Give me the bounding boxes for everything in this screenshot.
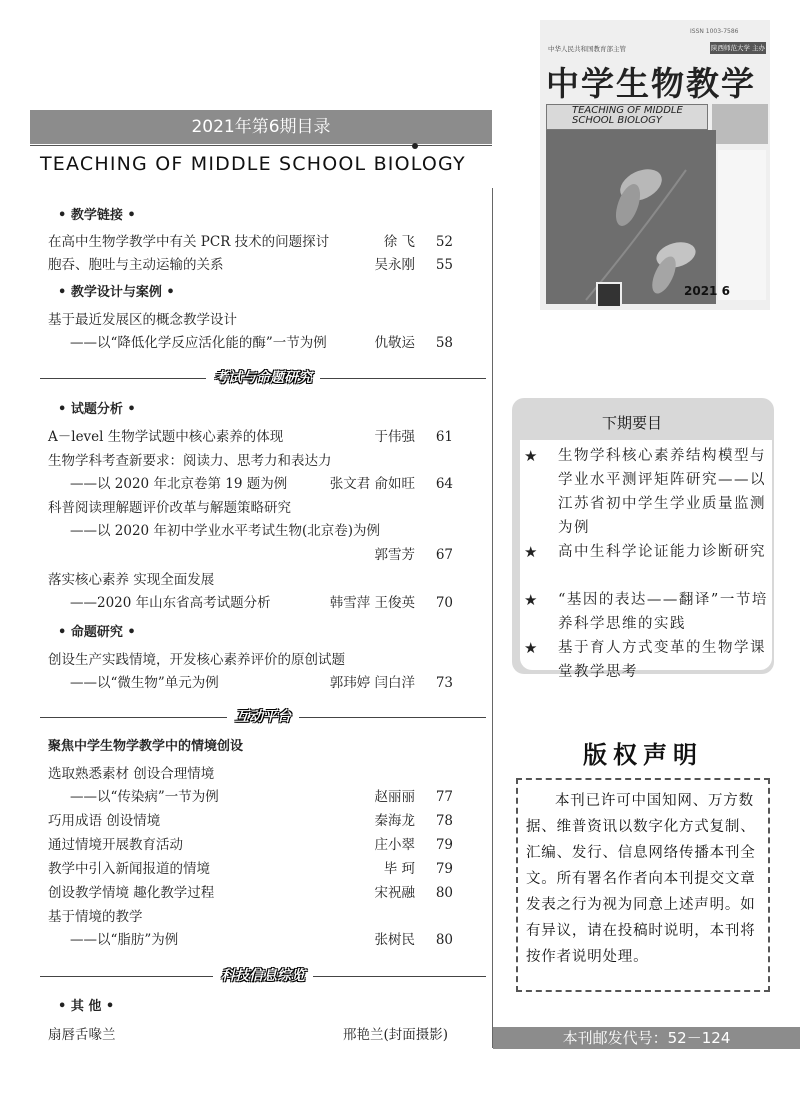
toc-entry-subtitle-text: ——以“传染病”一节为例 — [70, 789, 219, 805]
toc-entry[interactable] — [48, 497, 453, 519]
toc-entry[interactable] — [48, 309, 453, 331]
feature-heading: 聚焦中学生物学教学中的情境创设 — [48, 739, 244, 754]
toc-entry[interactable] — [48, 426, 453, 448]
toc-entry-page: 52 — [435, 234, 453, 250]
toc-entry-page: 55 — [435, 257, 453, 273]
toc-entry-page: 64 — [435, 476, 453, 492]
toc-entry-authors: 吴永刚 — [374, 257, 415, 273]
toc-entry[interactable] — [48, 882, 453, 904]
toc-entry-page: 77 — [435, 789, 453, 805]
toc-right-rule — [492, 188, 493, 1048]
toc-entry-subtitle[interactable] — [48, 332, 453, 354]
toc-entry-subtitle-text: ——2020 年山东省高考试题分析 — [70, 595, 271, 611]
toc-entry-page: 73 — [435, 675, 453, 691]
toc-entry[interactable] — [48, 906, 453, 928]
toc-entry-page: 79 — [435, 837, 453, 853]
toc-entry-authors: 郭雪芳 — [374, 547, 415, 563]
section-banner-tech-news — [40, 967, 486, 985]
next-issue-item-text: “基因的表达——翻译”一节培养科学思维的实践 — [558, 592, 768, 632]
toc-entry-authors: 徐 飞 — [383, 234, 415, 250]
postal-code-bar: 本刊邮发代号：52－124 — [493, 1027, 800, 1049]
toc-entry-page: 80 — [435, 885, 453, 901]
next-issue-title: 下期要目 — [601, 414, 662, 432]
next-issue-item — [522, 636, 770, 684]
cover-title: 中学生物教学 — [546, 64, 756, 103]
toc-entry-authors: 庄小翠 — [374, 837, 415, 853]
toc-entry[interactable] — [48, 810, 453, 832]
star-icon: ★ — [524, 591, 538, 609]
cover-orchid-photo — [546, 130, 716, 304]
banner-label: 考试与命题研究 — [206, 369, 320, 387]
star-icon: ★ — [524, 639, 538, 657]
cover-color-tiles — [712, 104, 768, 144]
toc-entry-title: 基于情境的教学 — [48, 909, 143, 925]
toc-entry-title: A－level 生物学试题中核心素养的体现 — [48, 429, 284, 445]
toc-entry[interactable] — [48, 858, 453, 880]
toc-entry-subtitle[interactable] — [48, 786, 453, 808]
toc-entry-subtitle[interactable] — [48, 473, 453, 495]
toc-entry-subtitle-text: ——以 2020 年初中学业水平考试生物(北京卷)为例 — [70, 523, 380, 539]
banner-label: 互动平台 — [227, 708, 299, 726]
toc-entry-authors: 韩雪萍 王俊英 — [329, 595, 415, 611]
section-banner-exam — [40, 369, 486, 387]
cover-organizer: 中华人民共和国教育部主管 — [548, 45, 626, 53]
toc-entry-authors: 赵丽丽 — [374, 789, 415, 805]
cover-issue-number: 2021 6 — [684, 284, 730, 298]
next-issue-item-text: 基于育人方式变革的生物学课堂教学思考 — [558, 640, 766, 680]
next-issue-item — [522, 540, 770, 564]
toc-entry-authors: 邢艳兰(封面摄影) — [342, 1027, 448, 1043]
toc-entry-title: 创设教学情境 趣化教学过程 — [48, 885, 215, 901]
cover-english-title: TEACHING OF MIDDLE SCHOOL BIOLOGY — [572, 105, 683, 126]
toc-entry-title: 科普阅读理解题评价改革与解题策略研究 — [48, 500, 291, 516]
toc-entry[interactable] — [48, 649, 453, 671]
issue-title: 2021年第6期目录 — [191, 117, 331, 137]
cover-publisher-seal: 陕西师范大学 主办 — [710, 44, 766, 52]
header-dot — [412, 143, 418, 149]
toc-entry-author-line[interactable] — [48, 544, 453, 566]
toc-entry-subtitle-text: ——以“脂肪”为例 — [70, 932, 179, 948]
toc-entry-title: 教学中引入新闻报道的情境 — [48, 861, 210, 877]
cover-issn: ISSN 1003-7586 — [690, 28, 739, 35]
category-other: • 其 他 • — [58, 999, 115, 1014]
toc-entry-authors: 于伟强 — [374, 429, 415, 445]
toc-entry-title: 创设生产实践情境，开发核心素养评价的原创试题 — [48, 652, 345, 668]
banner-label: 科技信息综览 — [213, 967, 313, 985]
toc-entry-authors: 仇敬运 — [374, 335, 415, 351]
toc-entry-authors: 张树民 — [374, 932, 415, 948]
next-issue-item-text: 高中生科学论证能力诊断研究 — [558, 544, 766, 560]
star-icon: ★ — [524, 543, 538, 561]
toc-entry-subtitle[interactable] — [48, 672, 453, 694]
toc-entry-title: 胞吞、胞吐与主动运输的关系 — [48, 257, 224, 273]
copyright-text: 本刊已许可中国知网、万方数据、维普资讯以数字化方式复制、汇编、发行、信息网络传播本刊全文。所有署名作者向本刊提交文章发表之行为视为同意上述声明。如有异议，请在投稿时说明，本刊将按作者说明处理。 — [526, 793, 756, 965]
toc-entry-subtitle-text: ——以 2020 年北京卷第 19 题为例 — [70, 476, 288, 492]
qr-code-icon — [596, 282, 622, 308]
category-proposition-research: • 命题研究 • — [58, 625, 136, 640]
toc-entry-authors: 毕 珂 — [383, 861, 415, 877]
category-question-analysis: • 试题分析 • — [58, 402, 136, 417]
toc-entry-authors: 张文君 俞如旺 — [329, 476, 415, 492]
toc-entry[interactable] — [48, 763, 453, 785]
toc-entry-page: 79 — [435, 861, 453, 877]
star-icon: ★ — [524, 447, 538, 465]
cover-side-strip — [718, 150, 766, 300]
toc-entry-authors: 秦海龙 — [374, 813, 415, 829]
toc-entry-title: 巧用成语 创设情境 — [48, 813, 161, 829]
toc-entry-title: 扇唇舌喙兰 — [48, 1027, 116, 1043]
toc-entry-title: 生物学科考查新要求：阅读力、思考力和表达力 — [48, 453, 332, 469]
toc-entry[interactable] — [48, 569, 453, 591]
category-teaching-design: • 教学设计与案例 • — [58, 285, 175, 300]
orchid-flower-icon — [546, 130, 716, 304]
section-banner-interactive — [40, 708, 486, 726]
toc-entry-title: 选取熟悉素材 创设合理情境 — [48, 766, 215, 782]
category-teaching-link: • 教学链接 • — [58, 208, 136, 223]
toc-entry-page: 61 — [435, 429, 453, 445]
toc-entry-title: 在高中生物学教学中有关 PCR 技术的问题探讨 — [48, 234, 330, 250]
next-issue-item — [522, 444, 770, 540]
toc-entry-page: 58 — [435, 335, 453, 351]
next-issue-item-text: 生物学科核心素养结构模型与学业水平测评矩阵研究——以江苏省初中学生学业质量监测为例 — [558, 448, 766, 536]
toc-entry[interactable] — [48, 254, 453, 276]
toc-entry-subtitle[interactable] — [48, 592, 453, 614]
toc-entry[interactable] — [48, 450, 453, 472]
toc-entry-page: 67 — [435, 547, 453, 563]
toc-entry-authors: 郭玮婷 闫白洋 — [329, 675, 415, 691]
toc-entry-title: 落实核心素养 实现全面发展 — [48, 572, 215, 588]
toc-entry-subtitle-text: ——以“微生物”单元为例 — [70, 675, 219, 691]
toc-entry-subtitle-text: ——以“降低化学反应活化能的酶”一节为例 — [70, 335, 327, 351]
toc-entry[interactable] — [48, 231, 453, 253]
toc-entry-page: 80 — [435, 932, 453, 948]
toc-entry-authors: 宋祝融 — [374, 885, 415, 901]
next-issue-item — [522, 588, 770, 636]
toc-entry[interactable] — [48, 834, 453, 856]
toc-entry-page: 70 — [435, 595, 453, 611]
toc-entry-subtitle[interactable] — [48, 929, 453, 951]
journal-english-title: TEACHING OF MIDDLE SCHOOL BIOLOGY — [40, 153, 466, 175]
toc-entry-subtitle[interactable] — [48, 520, 453, 542]
toc-entry-title: 通过情境开展教育活动 — [48, 837, 183, 853]
header-divider — [30, 145, 492, 146]
toc-entry[interactable] — [48, 1024, 448, 1046]
copyright-title: 版权声明 — [583, 741, 703, 769]
toc-entry-page: 78 — [435, 813, 453, 829]
toc-entry-title: 基于最近发展区的概念教学设计 — [48, 312, 237, 328]
